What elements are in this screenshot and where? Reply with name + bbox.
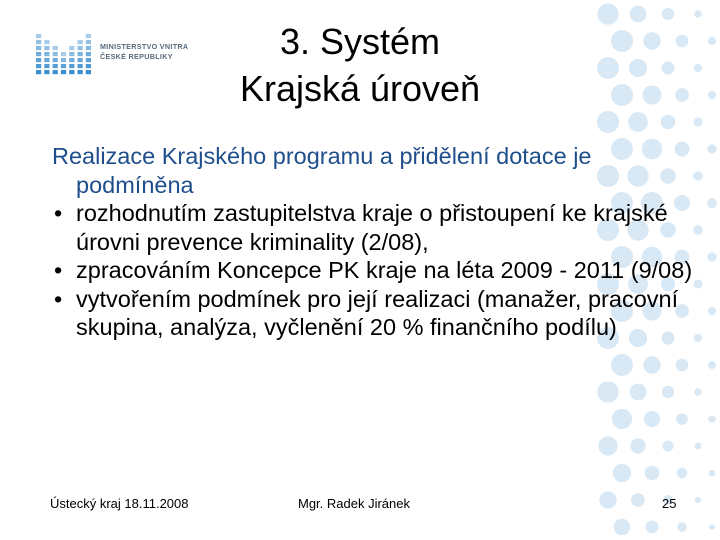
decorative-dot [643,356,660,373]
logo-dot [44,40,49,44]
bullet-item-2 [52,256,702,285]
logo-dot [61,52,66,56]
slide-title [200,18,520,112]
bullet-icon: • [54,285,63,312]
decorative-dot [630,438,645,453]
decorative-dot [643,32,660,49]
logo-dot [69,70,74,74]
logo-dot [78,52,83,56]
ministry-logo [34,32,204,78]
decorative-dot [612,409,632,429]
decorative-dot [597,111,619,133]
logo-dot [86,58,91,62]
logo-dot [36,70,41,74]
logo-dot [36,34,41,38]
logo-dot [69,52,74,56]
decorative-dot [677,522,686,531]
logo-dot [61,58,66,62]
logo-dot [36,58,41,62]
decorative-dot [694,10,702,18]
decorative-dot [599,491,616,508]
decorative-dot [662,440,673,451]
logo-dot [44,70,49,74]
decorative-dot [611,30,633,52]
logo-dot [78,70,83,74]
footer-date: Ústecký kraj 18.11.2008 [50,496,189,511]
decorative-dot [597,3,618,24]
logo-dot [86,64,91,68]
logo-dot [36,40,41,44]
logo-dot [53,46,58,50]
logo-dot [44,52,49,56]
title-line-1: 3. Systém [279,21,441,62]
bullet-item-3 [52,285,702,342]
logo-dot [69,64,74,68]
logo-dot [69,58,74,62]
title-line-2: Krajská úroveň [239,68,481,109]
bullet-item-1 [52,199,702,256]
logo-dot [44,46,49,50]
decorative-dot [707,144,716,153]
decorative-dot [708,37,716,45]
logo-dot [53,64,58,68]
logo-dot [86,70,91,74]
decorative-dot [694,64,702,72]
decorative-dot [643,86,662,105]
decorative-dot [662,386,674,398]
decorative-dot [708,415,715,422]
logo-dot [86,52,91,56]
decorative-dot [676,359,689,372]
decorative-dot [630,6,647,23]
decorative-dot [694,388,702,396]
decorative-dot [708,307,717,316]
decorative-dot [709,524,715,530]
decorative-dot [675,88,689,102]
page-number: 25 [662,496,677,511]
logo-dot [53,58,58,62]
logo-dot [36,52,41,56]
bullet-icon: • [54,257,63,283]
decorative-dot [707,252,716,261]
decorative-dot [628,112,648,132]
logo-dot [78,40,83,44]
logo-dot [86,40,91,44]
logo-line-1: MINISTERSTVO VNITRA [100,42,189,51]
decorative-dot [661,61,674,74]
decorative-dot [613,464,631,482]
decorative-dot [708,361,716,369]
decorative-dot [694,118,703,127]
decorative-dot [707,198,717,208]
decorative-dot [676,413,688,425]
logo-dot [86,46,91,50]
logo-dot [53,52,58,56]
footer-author: Mgr. Radek Jiránek [298,496,410,511]
decorative-dot [695,497,701,503]
logo-dot [61,70,66,74]
decorative-dot [631,493,645,507]
logo-dot [36,64,41,68]
decorative-dot [597,381,618,402]
decorative-dot [677,468,688,479]
ministry-logo-text [100,42,188,61]
logo-dot [44,58,49,62]
decorative-dot [598,436,617,455]
decorative-dot [611,84,633,106]
bullet-icon: • [54,200,63,226]
decorative-dot [662,8,674,20]
decorative-dot [695,443,702,450]
logo-dot [44,64,49,68]
logo-dot [61,64,66,68]
logo-dot [86,34,91,38]
decorative-dot [597,57,619,79]
logo-dot [78,64,83,68]
decorative-dot [644,411,660,427]
logo-dot [36,46,41,50]
logo-dot [78,58,83,62]
decorative-dot [630,384,647,401]
decorative-dot [676,35,689,48]
bullet-text-3: vytvořením podmínek pro její realizaci (manažer, pracovní skupina, analýza, vyčlenění 20 % finančního podílu) [76,285,679,340]
decorative-dot [661,115,675,129]
decorative-dot [709,470,716,477]
intro-text: Realizace Krajského programu a přidělení dotace je podmíněna [52,143,592,198]
bullet-text-2: zpracováním Koncepce PK kraje na léta 2009 - 2011 (9/08) [76,257,693,283]
decorative-dot [614,519,630,535]
logo-dot [53,70,58,74]
decorative-dot [645,466,659,480]
ministry-logo-mark [34,32,96,78]
decorative-dot [611,354,633,376]
decorative-dot [629,59,647,77]
decorative-dot [646,521,659,534]
logo-line-2: ČESKÉ REPUBLIKY [100,51,173,61]
bullet-list [52,199,702,342]
slide-content [52,142,702,342]
logo-dot [78,46,83,50]
decorative-dot [708,91,717,100]
logo-dot [69,46,74,50]
bullet-text-1: rozhodnutím zastupitelstva kraje o přistoupení ke krajské úrovni prevence kriminality (2/08), [76,200,668,255]
